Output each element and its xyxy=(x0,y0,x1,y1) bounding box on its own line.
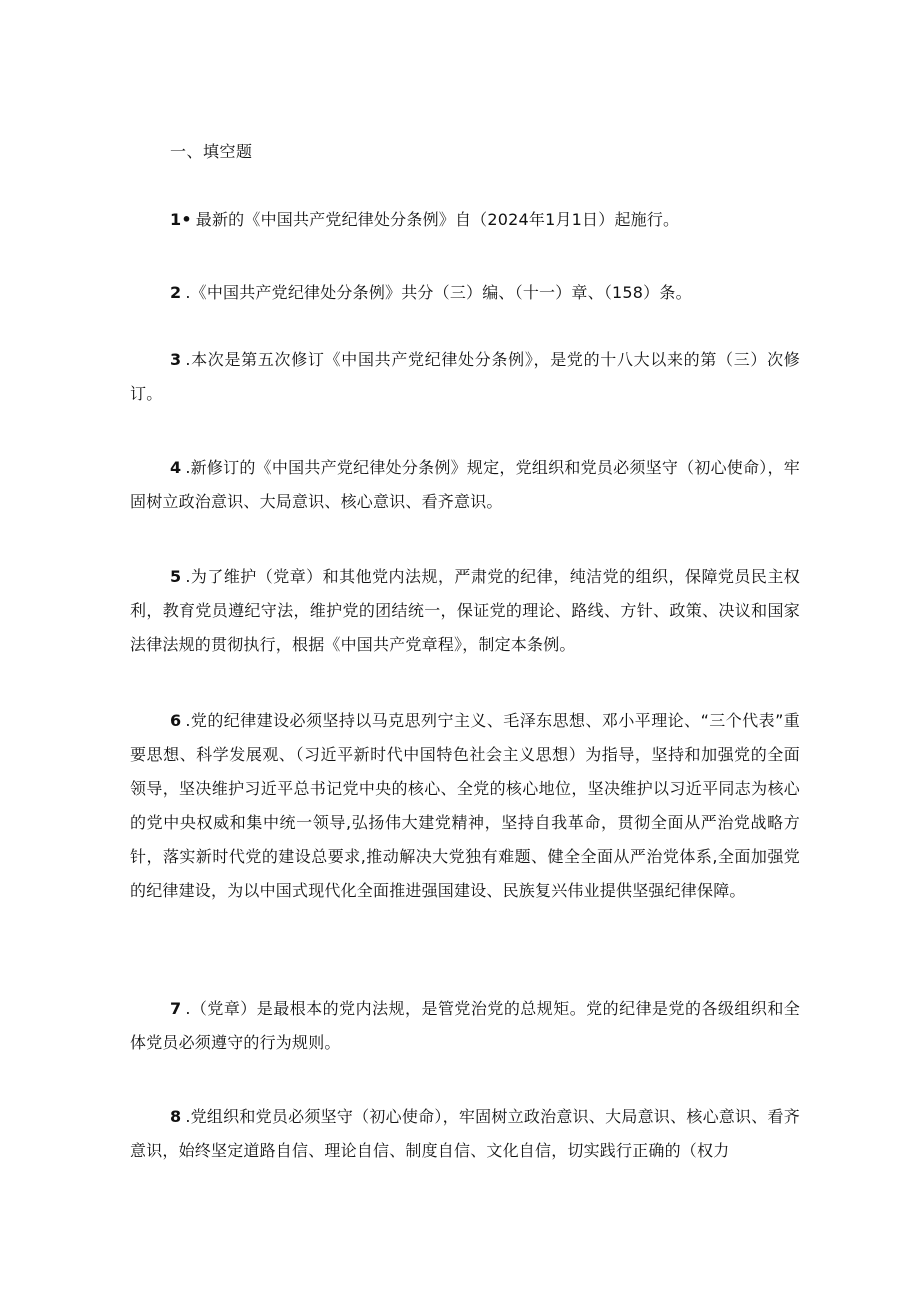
question-number: 7 xyxy=(170,999,182,1018)
question-4 xyxy=(130,451,800,519)
question-number: 5 xyxy=(170,567,182,586)
question-2 xyxy=(130,276,800,310)
question-1 xyxy=(130,203,800,237)
question-5 xyxy=(130,560,800,662)
question-number: 1• xyxy=(170,210,192,229)
question-number: 2 xyxy=(170,283,182,302)
question-text: .党组织和党员必须坚守（初心使命），牢固树立政治意识、大局意识、核心意识、看齐意识，始终坚定道路自信、理论自信、制度自信、文化自信，切实践行正确的（权力 xyxy=(130,1107,800,1160)
question-number: 4 xyxy=(170,458,182,477)
question-text: .（党章）是最根本的党内法规，是管党治党的总规矩。党的纪律是党的各级组织和全体党员必须遵守的行为规则。 xyxy=(130,999,800,1052)
question-text: .《中国共产党纪律处分条例》共分（三）编、（十一）章、（158）条。 xyxy=(185,283,692,302)
question-text: .党的纪律建设必须坚持以马克思列宁主义、毛泽东思想、邓小平理论、“三个代表”重要思想、科学发展观、（习近平新时代中国特色社会主义思想）为指导，坚持和加强党的全面领导，坚决维护习近平总书记党中央的核心、全党的核心地位，坚决维护以习近平同志为核心的党中央权威和集中统一领导,弘扬伟大建党精神，坚持自我革命，贯彻全面从严治党战略方针，落实新时代党的建设总要求,推动解决大党独有难题、健全全面从严治党体系,全面加强党的纪律建设，为以中国式现代化全面推进强国建设、民族复兴伟业提供坚强纪律保障。 xyxy=(130,711,800,900)
question-text: 最新的《中国共产党纪律处分条例》自（2024年1月1日）起施行。 xyxy=(195,210,680,229)
question-number: 8 xyxy=(170,1107,182,1126)
question-6 xyxy=(130,704,800,908)
question-text: .为了维护（党章）和其他党内法规，严肃党的纪律，纯洁党的组织，保障党员民主权利，教育党员遵纪守法，维护党的团结统一，保证党的理论、路线、方针、政策、决议和国家法律法规的贯彻执行，根据《中国共产党章程》，制定本条例。 xyxy=(130,567,800,654)
question-3 xyxy=(130,343,800,411)
question-8 xyxy=(130,1100,800,1168)
question-7 xyxy=(130,992,800,1060)
section-heading: 一、填空题 xyxy=(170,142,253,161)
question-number: 3 xyxy=(170,350,182,369)
question-text: .新修订的《中国共产党纪律处分条例》规定，党组织和党员必须坚守（初心使命），牢固树立政治意识、大局意识、核心意识、看齐意识。 xyxy=(130,458,800,511)
question-number: 6 xyxy=(170,711,182,730)
question-text: .本次是第五次修订《中国共产党纪律处分条例》，是党的十八大以来的第（三）次修订。 xyxy=(130,350,800,403)
